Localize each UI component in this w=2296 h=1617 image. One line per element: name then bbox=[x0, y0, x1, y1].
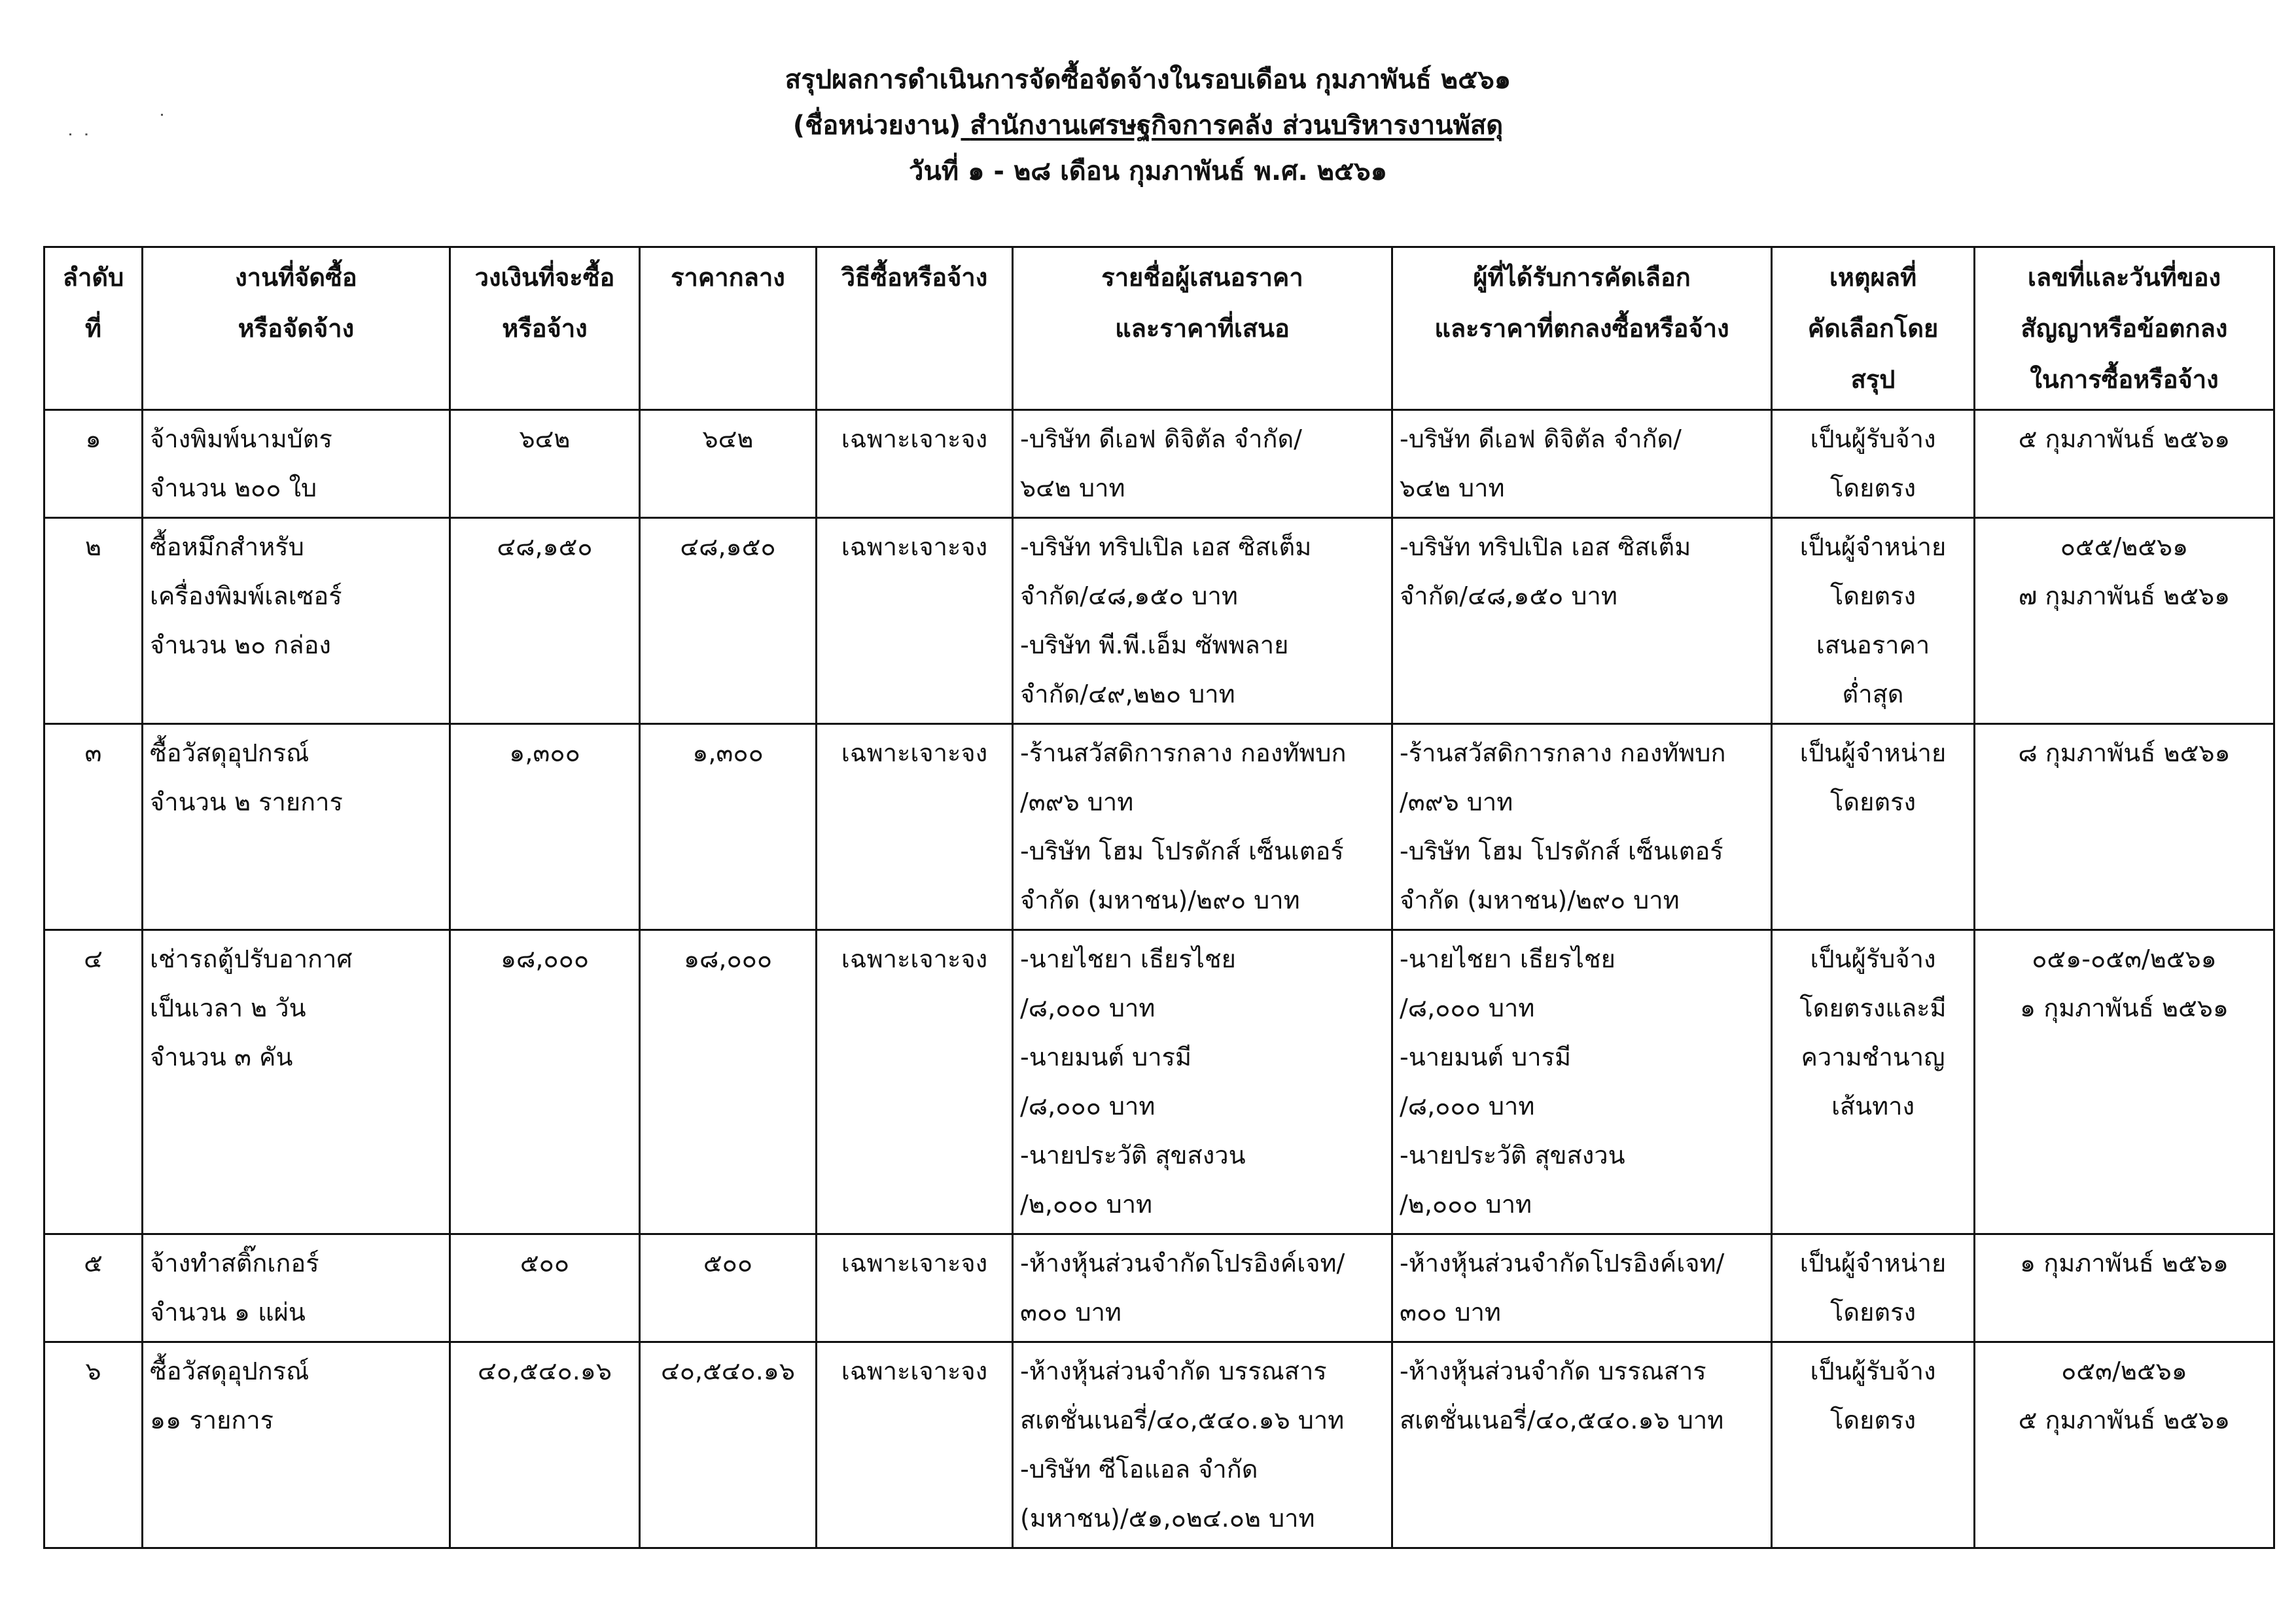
item-description bbox=[143, 1342, 450, 1548]
header-text: เลขที่และวันที่ของ bbox=[2027, 263, 2221, 292]
selection-reason bbox=[1772, 930, 1975, 1234]
table-body bbox=[44, 410, 2274, 1548]
selected-vendor-line: -นายมนต์ บารมี bbox=[1400, 1043, 1571, 1071]
selected-vendor-line: -บริษัท ทริปเปิล เอส ซิสเต็ม bbox=[1400, 532, 1691, 561]
procurement-method-line: เฉพาะเจาะจง bbox=[841, 1357, 988, 1385]
item-description-line: จ้างพิมพ์นามบัตร bbox=[150, 425, 332, 453]
budget-amount-line: ๑๘,๐๐๐ bbox=[500, 945, 590, 973]
header-text: ในการซื้อหรือจ้าง bbox=[2030, 365, 2219, 394]
bidder-list bbox=[1013, 1234, 1392, 1342]
col-contract-header bbox=[1975, 247, 2274, 410]
bidder-list-line: ๓๐๐ บาท bbox=[1020, 1298, 1122, 1327]
selected-vendor bbox=[1392, 518, 1772, 724]
bidder-list-line: จำกัด/๔๙,๒๒๐ บาท bbox=[1020, 680, 1235, 708]
selected-vendor bbox=[1392, 410, 1772, 518]
agency-label: (ชื่อหน่วยงาน) bbox=[792, 111, 961, 141]
row-number bbox=[44, 930, 143, 1234]
contract-reference-line: ๕ กุมภาพันธ์ ๒๕๖๑ bbox=[2018, 1406, 2231, 1434]
table-row bbox=[44, 518, 2274, 724]
contract-reference-line: ๕ กุมภาพันธ์ ๒๕๖๑ bbox=[2018, 425, 2231, 453]
selected-vendor-line: -บริษัท ดีเอฟ ดิจิตัล จำกัด/ bbox=[1400, 425, 1682, 453]
procurement-method-line: เฉพาะเจาะจง bbox=[841, 1249, 988, 1278]
item-description bbox=[143, 1234, 450, 1342]
bidder-list bbox=[1013, 1342, 1392, 1548]
bidder-list-line: /๘,๐๐๐ บาท bbox=[1020, 1092, 1156, 1121]
header-text: สรุป bbox=[1850, 365, 1896, 394]
selection-reason-line: โดยตรง bbox=[1830, 1298, 1916, 1327]
row-number-line: ๑ bbox=[85, 425, 101, 453]
selected-vendor bbox=[1392, 1342, 1772, 1548]
selected-vendor-line: -นายประวัติ สุขสงวน bbox=[1400, 1141, 1625, 1170]
row-number-line: ๕ bbox=[84, 1249, 103, 1278]
selection-reason-line: เสนอราคา bbox=[1816, 631, 1930, 659]
selected-vendor bbox=[1392, 1234, 1772, 1342]
selection-reason-line: โดยตรง bbox=[1830, 582, 1916, 610]
row-number-line: ๒ bbox=[84, 532, 102, 561]
col-reason-header bbox=[1772, 247, 1975, 410]
selected-vendor-line: สเตชั่นเนอรี่/๔๐,๕๔๐.๑๖ บาท bbox=[1400, 1406, 1724, 1434]
header-text: และราคาที่ตกลงซื้อหรือจ้าง bbox=[1434, 314, 1729, 343]
bidder-list-line: /๓๙๖ บาท bbox=[1020, 788, 1134, 816]
item-description-line: ซื้อวัสดุอุปกรณ์ bbox=[150, 739, 309, 767]
header-text: หรือจ้าง bbox=[502, 314, 588, 343]
budget-amount-line: ๖๔๒ bbox=[519, 425, 571, 453]
budget-amount bbox=[450, 1342, 640, 1548]
header-text: วงเงินที่จะซื้อ bbox=[474, 263, 615, 292]
row-number-line: ๔ bbox=[84, 945, 103, 973]
contract-reference-line: ๑ กุมภาพันธ์ ๒๕๖๑ bbox=[2020, 1249, 2229, 1278]
bidder-list bbox=[1013, 724, 1392, 930]
item-description-line: จำนวน ๓ คัน bbox=[150, 1043, 293, 1071]
budget-amount-line: ๔๐,๕๔๐.๑๖ bbox=[477, 1357, 612, 1385]
budget-amount bbox=[450, 930, 640, 1234]
table-row bbox=[44, 724, 2274, 930]
col-item-header bbox=[143, 247, 450, 410]
bidder-list-line: /๒,๐๐๐ บาท bbox=[1020, 1190, 1153, 1219]
report-title: สรุปผลการดำเนินการจัดซื้อจัดจ้างในรอบเดือน กุมภาพันธ์ ๒๕๖๑ bbox=[785, 65, 1511, 95]
budget-amount-line: ๔๘,๑๕๐ bbox=[497, 532, 593, 561]
selection-reason bbox=[1772, 724, 1975, 930]
table-row bbox=[44, 1234, 2274, 1342]
bidder-list-line: -บริษัท โฮม โปรดักส์ เซ็นเตอร์ bbox=[1020, 837, 1344, 865]
selection-reason-line: ต่ำสุด bbox=[1842, 680, 1904, 708]
budget-amount bbox=[450, 1234, 640, 1342]
procurement-summary-table bbox=[43, 246, 2275, 1549]
item-description bbox=[143, 930, 450, 1234]
contract-reference-line: ๐๕๓/๒๕๖๑ bbox=[2061, 1357, 2187, 1385]
contract-reference bbox=[1975, 410, 2274, 518]
bidder-list-line: -ห้างหุ้นส่วนจำกัดโปรอิงค์เจท/ bbox=[1020, 1249, 1345, 1278]
procurement-method-line: เฉพาะเจาะจง bbox=[841, 425, 988, 453]
report-period: วันที่ ๑ - ๒๘ เดือน กุมภาพันธ์ พ.ศ. ๒๕๖๑ bbox=[909, 156, 1387, 186]
selected-vendor-line: ๖๔๒ บาท bbox=[1400, 474, 1505, 502]
selection-reason bbox=[1772, 1342, 1975, 1548]
header-text: และราคาที่เสนอ bbox=[1115, 314, 1290, 343]
selected-vendor-line: /๒,๐๐๐ บาท bbox=[1400, 1190, 1532, 1219]
bidder-list bbox=[1013, 410, 1392, 518]
header-text: ที่ bbox=[84, 314, 102, 343]
selection-reason bbox=[1772, 518, 1975, 724]
bidder-list-line: -บริษัท ทริปเปิล เอส ซิสเต็ม bbox=[1020, 532, 1312, 561]
selection-reason-line: เส้นทาง bbox=[1831, 1092, 1915, 1121]
header-text: งานที่จัดซื้อ bbox=[235, 263, 357, 292]
row-number bbox=[44, 1342, 143, 1548]
bidder-list-line: -นายประวัติ สุขสงวน bbox=[1020, 1141, 1246, 1170]
scan-speck: ˙ bbox=[157, 111, 167, 134]
contract-reference bbox=[1975, 724, 2274, 930]
bidder-list-line: -นายไชยา เธียรไชย bbox=[1020, 945, 1236, 973]
contract-reference bbox=[1975, 930, 2274, 1234]
item-description-line: จำนวน ๑ แผ่น bbox=[150, 1298, 306, 1327]
median-price-line: ๑๘,๐๐๐ bbox=[683, 945, 773, 973]
bidder-list-line: ๖๔๒ บาท bbox=[1020, 474, 1125, 502]
col-method-header bbox=[817, 247, 1013, 410]
contract-reference bbox=[1975, 1342, 2274, 1548]
col-median-header bbox=[640, 247, 817, 410]
budget-amount bbox=[450, 724, 640, 930]
selected-vendor bbox=[1392, 930, 1772, 1234]
header-text: คัดเลือกโดย bbox=[1807, 314, 1939, 343]
selection-reason-line: เป็นผู้จำหน่าย bbox=[1799, 739, 1947, 767]
bidder-list-line: -บริษัท พี.พี.เอ็ม ซัพพลาย bbox=[1020, 631, 1289, 659]
selection-reason-line: เป็นผู้รับจ้าง bbox=[1810, 425, 1936, 453]
item-description-line: ซื้อหมึกสำหรับ bbox=[150, 532, 304, 561]
selection-reason-line: โดยตรง bbox=[1830, 788, 1916, 816]
selection-reason-line: เป็นผู้รับจ้าง bbox=[1810, 945, 1936, 973]
item-description-line: ๑๑ รายการ bbox=[150, 1406, 274, 1434]
bidder-list-line: (มหาชน)/๕๑,๐๒๔.๐๒ บาท bbox=[1020, 1504, 1315, 1533]
selected-vendor-line: /๘,๐๐๐ บาท bbox=[1400, 1092, 1535, 1121]
header-text: สัญญาหรือข้อตกลง bbox=[2021, 314, 2228, 343]
selected-vendor-line: -ห้างหุ้นส่วนจำกัดโปรอิงค์เจท/ bbox=[1400, 1249, 1725, 1278]
selected-vendor-line: -บริษัท โฮม โปรดักส์ เซ็นเตอร์ bbox=[1400, 837, 1723, 865]
contract-reference-line: ๗ กุมภาพันธ์ ๒๕๖๑ bbox=[2018, 582, 2231, 610]
median-price-line: ๔๐,๕๔๐.๑๖ bbox=[660, 1357, 796, 1385]
median-price bbox=[640, 518, 817, 724]
row-number bbox=[44, 1234, 143, 1342]
procurement-method-line: เฉพาะเจาะจง bbox=[841, 739, 988, 767]
table-header-row bbox=[44, 247, 2274, 410]
selection-reason-line: เป็นผู้รับจ้าง bbox=[1810, 1357, 1936, 1385]
selected-vendor-line: /๘,๐๐๐ บาท bbox=[1400, 994, 1535, 1022]
agency-name: สำนักงานเศรษฐกิจการคลัง ส่วนบริหารงานพัสดุ bbox=[970, 111, 1504, 141]
contract-reference-line: ๑ กุมภาพันธ์ ๒๕๖๑ bbox=[2020, 994, 2229, 1022]
selected-vendor-line: -ห้างหุ้นส่วนจำกัด บรรณสาร bbox=[1400, 1357, 1706, 1385]
procurement-method bbox=[817, 410, 1013, 518]
selection-reason-line: เป็นผู้จำหน่าย bbox=[1799, 532, 1947, 561]
item-description-line: จำนวน ๒ รายการ bbox=[150, 788, 343, 816]
bidder-list-line: -บริษัท ดีเอฟ ดิจิตัล จำกัด/ bbox=[1020, 425, 1302, 453]
header-text: วิธีซื้อหรือจ้าง bbox=[841, 263, 988, 292]
procurement-method-line: เฉพาะเจาะจง bbox=[841, 945, 988, 973]
selection-reason-line: เป็นผู้จำหน่าย bbox=[1799, 1249, 1947, 1278]
item-description-line: จำนวน ๒๐ กล่อง bbox=[150, 631, 331, 659]
contract-reference bbox=[1975, 518, 2274, 724]
selection-reason-line: ความชำนาญ bbox=[1801, 1043, 1945, 1071]
table-row bbox=[44, 930, 2274, 1234]
median-price bbox=[640, 1342, 817, 1548]
procurement-method-line: เฉพาะเจาะจง bbox=[841, 532, 988, 561]
header-text: ผู้ที่ได้รับการคัดเลือก bbox=[1473, 263, 1691, 292]
agency-line bbox=[0, 106, 2296, 145]
bidder-list-line: -นายมนต์ บารมี bbox=[1020, 1043, 1192, 1071]
bidder-list-line: -ห้างหุ้นส่วนจำกัด บรรณสาร bbox=[1020, 1357, 1327, 1385]
col-no-header bbox=[44, 247, 143, 410]
col-bidders-header bbox=[1013, 247, 1392, 410]
row-number bbox=[44, 410, 143, 518]
selected-vendor-line: /๓๙๖ บาท bbox=[1400, 788, 1513, 816]
median-price-line: ๔๘,๑๕๐ bbox=[680, 532, 776, 561]
selected-vendor-line: ๓๐๐ บาท bbox=[1400, 1298, 1501, 1327]
item-description-line: ซื้อวัสดุอุปกรณ์ bbox=[150, 1357, 309, 1385]
header-text: เหตุผลที่ bbox=[1829, 263, 1917, 292]
contract-reference-line: ๘ กุมภาพันธ์ ๒๕๖๑ bbox=[2018, 739, 2231, 767]
col-selected-header bbox=[1392, 247, 1772, 410]
selected-vendor-line: -ร้านสวัสดิการกลาง กองทัพบก bbox=[1400, 739, 1726, 767]
selected-vendor-line: -นายไชยา เธียรไชย bbox=[1400, 945, 1616, 973]
procurement-method bbox=[817, 930, 1013, 1234]
item-description bbox=[143, 410, 450, 518]
median-price bbox=[640, 1234, 817, 1342]
budget-amount bbox=[450, 518, 640, 724]
budget-amount-line: ๑,๓๐๐ bbox=[509, 739, 580, 767]
median-price-line: ๑,๓๐๐ bbox=[692, 739, 764, 767]
budget-amount-line: ๕๐๐ bbox=[520, 1249, 570, 1278]
selection-reason-line: โดยตรง bbox=[1830, 1406, 1916, 1434]
contract-reference-line: ๐๕๕/๒๕๖๑ bbox=[2060, 532, 2189, 561]
table-row bbox=[44, 410, 2274, 518]
median-price-line: ๖๔๒ bbox=[702, 425, 754, 453]
bidder-list-line: จำกัด (มหาชน)/๒๙๐ บาท bbox=[1020, 886, 1300, 914]
selection-reason bbox=[1772, 410, 1975, 518]
bidder-list-line: จำกัด/๔๘,๑๕๐ บาท bbox=[1020, 582, 1238, 610]
bidder-list-line: -ร้านสวัสดิการกลาง กองทัพบก bbox=[1020, 739, 1347, 767]
selected-vendor-line: จำกัด/๔๘,๑๕๐ บาท bbox=[1400, 582, 1617, 610]
item-description-line: เช่ารถตู้ปรับอากาศ bbox=[150, 945, 353, 973]
item-description-line: เป็นเวลา ๒ วัน bbox=[150, 994, 306, 1022]
selected-vendor bbox=[1392, 724, 1772, 930]
item-description-line: จ้างทำสติ๊กเกอร์ bbox=[150, 1249, 319, 1278]
median-price-line: ๕๐๐ bbox=[703, 1249, 753, 1278]
header-text: รายชื่อผู้เสนอราคา bbox=[1101, 263, 1303, 292]
median-price bbox=[640, 410, 817, 518]
item-description bbox=[143, 724, 450, 930]
median-price bbox=[640, 724, 817, 930]
median-price bbox=[640, 930, 817, 1234]
contract-reference-line: ๐๕๑-๐๕๓/๒๕๖๑ bbox=[2032, 945, 2217, 973]
col-budget-header bbox=[450, 247, 640, 410]
row-number bbox=[44, 518, 143, 724]
bidder-list bbox=[1013, 930, 1392, 1234]
bidder-list-line: -บริษัท ซีโอแอล จำกัด bbox=[1020, 1455, 1258, 1484]
selected-vendor-line: จำกัด (มหาชน)/๒๙๐ บาท bbox=[1400, 886, 1680, 914]
procurement-method bbox=[817, 1342, 1013, 1548]
bidder-list-line: /๘,๐๐๐ บาท bbox=[1020, 994, 1156, 1022]
selection-reason bbox=[1772, 1234, 1975, 1342]
procurement-method bbox=[817, 518, 1013, 724]
budget-amount bbox=[450, 410, 640, 518]
row-number bbox=[44, 724, 143, 930]
header-text: ราคากลาง bbox=[671, 263, 785, 292]
header-text: หรือจัดจ้าง bbox=[238, 314, 355, 343]
procurement-method bbox=[817, 724, 1013, 930]
table-row bbox=[44, 1342, 2274, 1548]
row-number-line: ๖ bbox=[85, 1357, 101, 1385]
contract-reference bbox=[1975, 1234, 2274, 1342]
item-description-line: เครื่องพิมพ์เลเซอร์ bbox=[150, 582, 342, 610]
item-description-line: จำนวน ๒๐๐ ใบ bbox=[150, 474, 317, 502]
row-number-line: ๓ bbox=[84, 739, 102, 767]
item-description bbox=[143, 518, 450, 724]
selection-reason-line: โดยตรง bbox=[1830, 474, 1916, 502]
bidder-list bbox=[1013, 518, 1392, 724]
procurement-method bbox=[817, 1234, 1013, 1342]
selection-reason-line: โดยตรงและมี bbox=[1799, 994, 1947, 1022]
header-text: ลำดับ bbox=[62, 263, 124, 292]
bidder-list-line: สเตชั่นเนอรี่/๔๐,๕๔๐.๑๖ บาท bbox=[1020, 1406, 1345, 1434]
scan-speck: ˙ ˙ bbox=[65, 131, 92, 154]
